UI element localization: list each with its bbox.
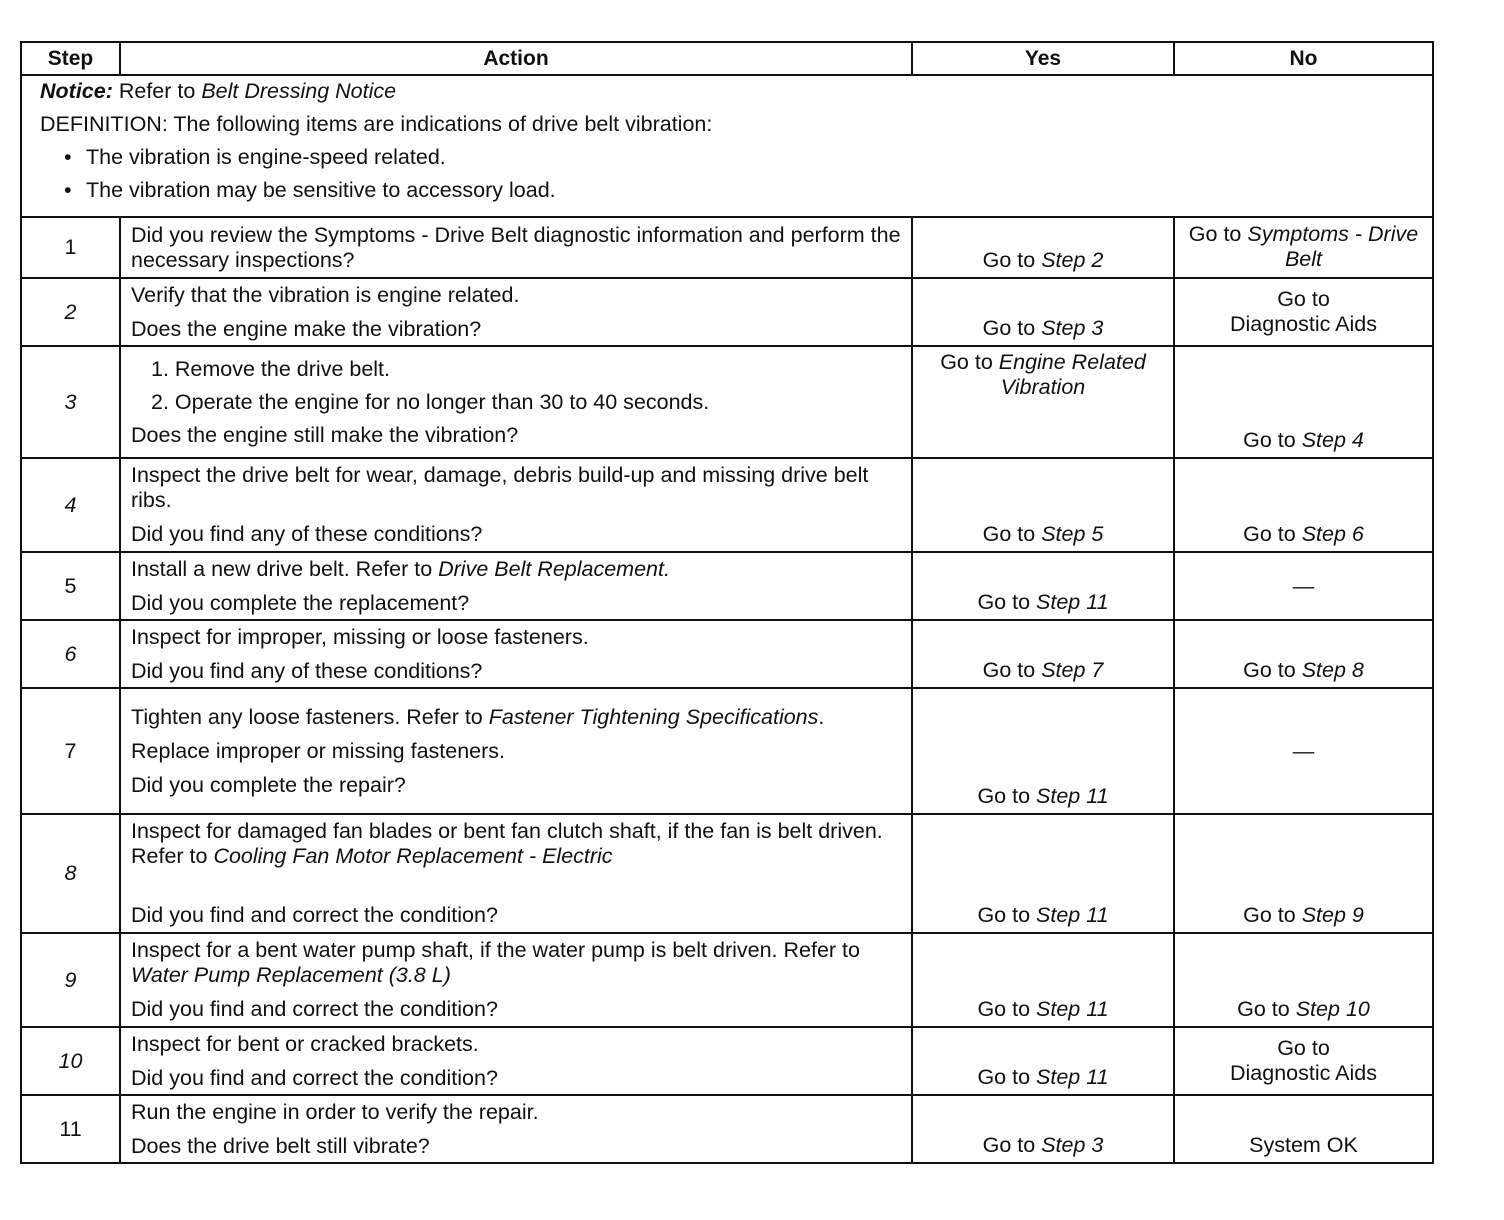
step-number: 8 [21, 814, 120, 933]
yes-link[interactable]: Step 5 [1041, 522, 1104, 546]
header-yes: Yes [912, 42, 1174, 75]
definition-text: DEFINITION: The following items are indications of drive belt vibration: [40, 112, 713, 136]
no-cell [1174, 1095, 1433, 1163]
yes-cell: Go to Step 11 [912, 1027, 1174, 1095]
header-action: Action [120, 42, 912, 75]
substep: 1. Remove the drive belt. [151, 356, 391, 381]
definition-list [40, 145, 1414, 203]
action-cell: Inspect for improper, missing or loose fasteners. Did you find any of these conditions? [120, 620, 912, 688]
yes-cell: Go to Step 5 [912, 458, 1174, 552]
step-number: 1 [21, 217, 120, 278]
action-cell: Did you review the Symptoms - Drive Belt diagnostic information and perform the necessary inspections? [120, 217, 912, 278]
no-link[interactable]: Diagnostic Aids [1230, 1061, 1377, 1085]
notice-label: Notice: [40, 79, 113, 103]
no-cell: Go to Diagnostic Aids [1174, 1027, 1433, 1095]
yes-cell: Go to Step 3 [912, 278, 1174, 346]
yes-link[interactable]: Step 11 [1036, 1065, 1109, 1089]
yes-cell: Go to Step 7 [912, 620, 1174, 688]
substep-list [131, 357, 901, 415]
header-row [21, 42, 1433, 75]
action-cell: Inspect for a bent water pump shaft, if the water pump is belt driven. Refer to Water Pump Replacement (3.8 L) Did you find and correct the condition? [120, 933, 912, 1027]
table-row [21, 278, 1433, 346]
step-number: 10 [21, 1027, 120, 1095]
no-cell [1174, 552, 1433, 620]
yes-cell: Go to Step 2 [912, 217, 1174, 278]
table-row [21, 688, 1433, 814]
yes-cell: Go to Step 11 [912, 814, 1174, 933]
yes-link[interactable]: Step 3 [1041, 1133, 1104, 1157]
no-dash: — [1292, 573, 1315, 598]
yes-link[interactable]: Step 11 [1036, 997, 1109, 1021]
definition-item: • The vibration may be sensitive to accessory load. [64, 178, 556, 202]
no-link[interactable]: Step 4 [1301, 428, 1364, 452]
step-number: 2 [21, 278, 120, 346]
action-cell: 1. Remove the drive belt. 2. Operate the engine for no longer than 30 to 40 seconds. Does the engine still make the vibration? [120, 346, 912, 458]
table-row [21, 933, 1433, 1027]
action-cell: Verify that the vibration is engine related. Does the engine make the vibration? [120, 278, 912, 346]
yes-cell: Go to Step 11 [912, 933, 1174, 1027]
step-number: 6 [21, 620, 120, 688]
no-link[interactable]: Symptoms - Drive Belt [1247, 222, 1419, 271]
reference-link[interactable]: Cooling Fan Motor Replacement - Electric [213, 844, 613, 868]
action-cell: Inspect for bent or cracked brackets. Did you find and correct the condition? [120, 1027, 912, 1095]
table-row [21, 552, 1433, 620]
yes-cell: Go to Engine Related Vibration [912, 346, 1174, 458]
no-link[interactable]: Diagnostic Aids [1230, 312, 1377, 336]
diagnostic-table [20, 41, 1434, 1164]
yes-link[interactable]: Step 2 [1041, 248, 1104, 272]
no-cell: Go to Diagnostic Aids [1174, 278, 1433, 346]
step-number: 9 [21, 933, 120, 1027]
header-no: No [1174, 42, 1433, 75]
yes-link[interactable]: Step 11 [1036, 903, 1109, 927]
substep: 2. Operate the engine for no longer than 30 to 40 seconds. [151, 389, 710, 414]
no-cell: Go to Step 9 [1174, 814, 1433, 933]
yes-link[interactable]: Step 11 [1036, 590, 1109, 614]
yes-link[interactable]: Step 7 [1041, 658, 1104, 682]
no-cell: Go to Step 4 [1174, 346, 1433, 458]
no-link[interactable]: Step 10 [1295, 997, 1370, 1021]
no-dash: — [1292, 738, 1315, 763]
yes-link[interactable]: Engine Related Vibration [998, 350, 1146, 399]
action-cell: Inspect for damaged fan blades or bent fan clutch shaft, if the fan is belt driven. Refer to Cooling Fan Motor Replacement - Electric Did you find and correct the condition? [120, 814, 912, 933]
yes-link[interactable]: Step 11 [1036, 784, 1109, 808]
step-number: 4 [21, 458, 120, 552]
no-cell: Go to Step 10 [1174, 933, 1433, 1027]
no-link[interactable]: Step 9 [1301, 903, 1364, 927]
table-row [21, 1095, 1433, 1163]
bullet-icon: • [64, 178, 72, 202]
action-cell: Run the engine in order to verify the repair. Does the drive belt still vibrate? [120, 1095, 912, 1163]
reference-link[interactable]: Drive Belt Replacement. [438, 556, 670, 581]
system-ok-text: System OK [1249, 1133, 1358, 1157]
no-link[interactable]: Step 8 [1301, 658, 1364, 682]
yes-link[interactable]: Step 3 [1041, 316, 1104, 340]
reference-link[interactable]: Fastener Tightening Specifications [488, 704, 819, 729]
table-row [21, 1027, 1433, 1095]
no-link[interactable]: Step 6 [1301, 522, 1364, 546]
definition-item: • The vibration is engine-speed related. [64, 145, 446, 169]
no-cell: Go to Symptoms - Drive Belt [1174, 217, 1433, 278]
yes-cell: Go to Step 11 [912, 688, 1174, 814]
no-cell: Go to Step 6 [1174, 458, 1433, 552]
notice-cell [21, 75, 1433, 217]
step-number: 3 [21, 346, 120, 458]
table-row [21, 814, 1433, 933]
table-row [21, 458, 1433, 552]
notice-line [40, 79, 1414, 104]
action-cell: Inspect the drive belt for wear, damage, debris build-up and missing drive belt ribs. Did you find any of these conditions? [120, 458, 912, 552]
yes-cell: Go to Step 11 [912, 552, 1174, 620]
action-cell: Tighten any loose fasteners. Refer to Fastener Tightening Specifications. Replace improper or missing fasteners. Did you complete the repair? [120, 688, 912, 814]
header-step: Step [21, 42, 120, 75]
step-number: 5 [21, 552, 120, 620]
table-row [21, 217, 1433, 278]
notice-text: Refer to [112, 79, 202, 103]
no-cell: Go to Step 8 [1174, 620, 1433, 688]
reference-link[interactable]: Water Pump Replacement (3.8 L) [131, 963, 451, 987]
action-cell: Install a new drive belt. Refer to Drive Belt Replacement. Did you complete the replacement? [120, 552, 912, 620]
step-number: 11 [21, 1095, 120, 1163]
notice-ref: Belt Dressing Notice [201, 79, 397, 103]
notice-row [21, 75, 1433, 217]
table-row [21, 620, 1433, 688]
step-number: 7 [21, 688, 120, 814]
no-cell [1174, 688, 1433, 814]
bullet-icon: • [64, 145, 72, 169]
table-row [21, 346, 1433, 458]
yes-cell: Go to Step 3 [912, 1095, 1174, 1163]
